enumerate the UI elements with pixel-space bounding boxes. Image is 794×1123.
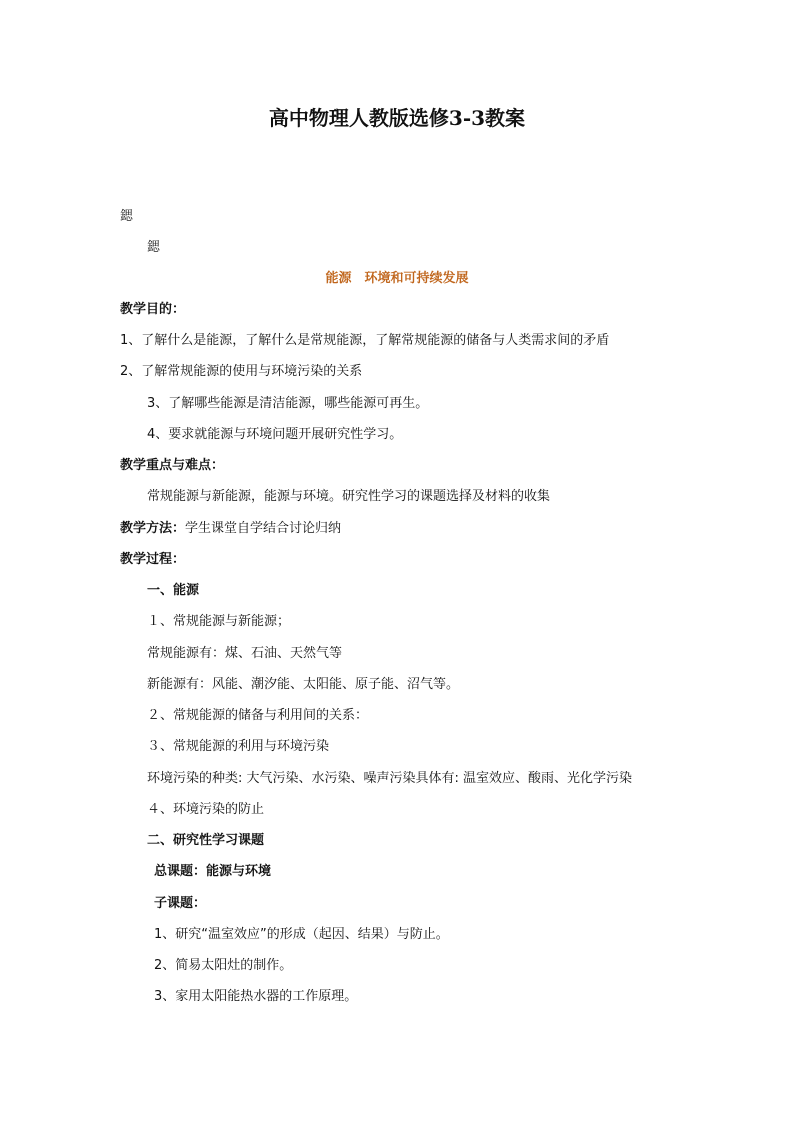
part1-item: 常规能源有：煤、石油、天然气等	[147, 646, 343, 661]
objective-item: 4、要求就能源与环境问题开展研究性学习。	[147, 427, 403, 442]
stray-glyph-2: 鍶	[147, 240, 161, 255]
stray-glyph-1: 鍶	[120, 209, 134, 224]
subtopic-item: 2、简易太阳灶的制作。	[154, 958, 293, 973]
part1-item: 新能源有：风能、潮汐能、太阳能、原子能、沼气等。	[147, 677, 460, 692]
objectives-heading: 教学目的：	[120, 302, 186, 317]
part1-item: １、常规能源与新能源；	[147, 614, 291, 629]
objective-item: 2、了解常规能源的使用与环境污染的关系	[120, 364, 363, 379]
lesson-subtitle: 能源 环境和可持续发展	[325, 271, 469, 286]
part1-item: ３、常规能源的利用与环境污染	[147, 739, 330, 754]
subtopics-heading: 子课题：	[154, 896, 207, 911]
part1-item: 环境污染的种类: 大气污染、水污染、噪声污染具体有: 温室效应、酸雨、光化学污染	[147, 771, 633, 786]
method-label: 教学方法：	[120, 521, 186, 536]
teaching-method	[120, 521, 341, 537]
general-topic: 总课题：能源与环境	[154, 864, 272, 879]
part2-heading: 二、研究性学习课题	[147, 833, 265, 848]
process-heading: 教学过程：	[120, 552, 186, 567]
objective-item: 1、了解什么是能源，了解什么是常规能源，了解常规能源的储备与人类需求间的矛盾	[120, 333, 610, 348]
objective-item: 3、了解哪些能源是清洁能源，哪些能源可再生。	[147, 396, 429, 411]
part1-heading: 一、能源	[147, 583, 200, 598]
key-points-heading: 教学重点与难点：	[120, 458, 225, 473]
method-text: 学生课堂自学结合讨论归纳	[185, 521, 342, 536]
subtopic-item: 1、研究“温室效应”的形成（起因、结果）与防止。	[154, 927, 449, 942]
document-title: 高中物理人教版选修3-3教案	[268, 106, 526, 130]
part1-item: ４、环境污染的防止	[147, 802, 265, 817]
subtopic-item: 3、家用太阳能热水器的工作原理。	[154, 989, 358, 1004]
key-points-text: 常规能源与新能源，能源与环境。研究性学习的课题选择及材料的收集	[147, 489, 551, 504]
part1-item: ２、常规能源的储备与利用间的关系：	[147, 708, 369, 723]
